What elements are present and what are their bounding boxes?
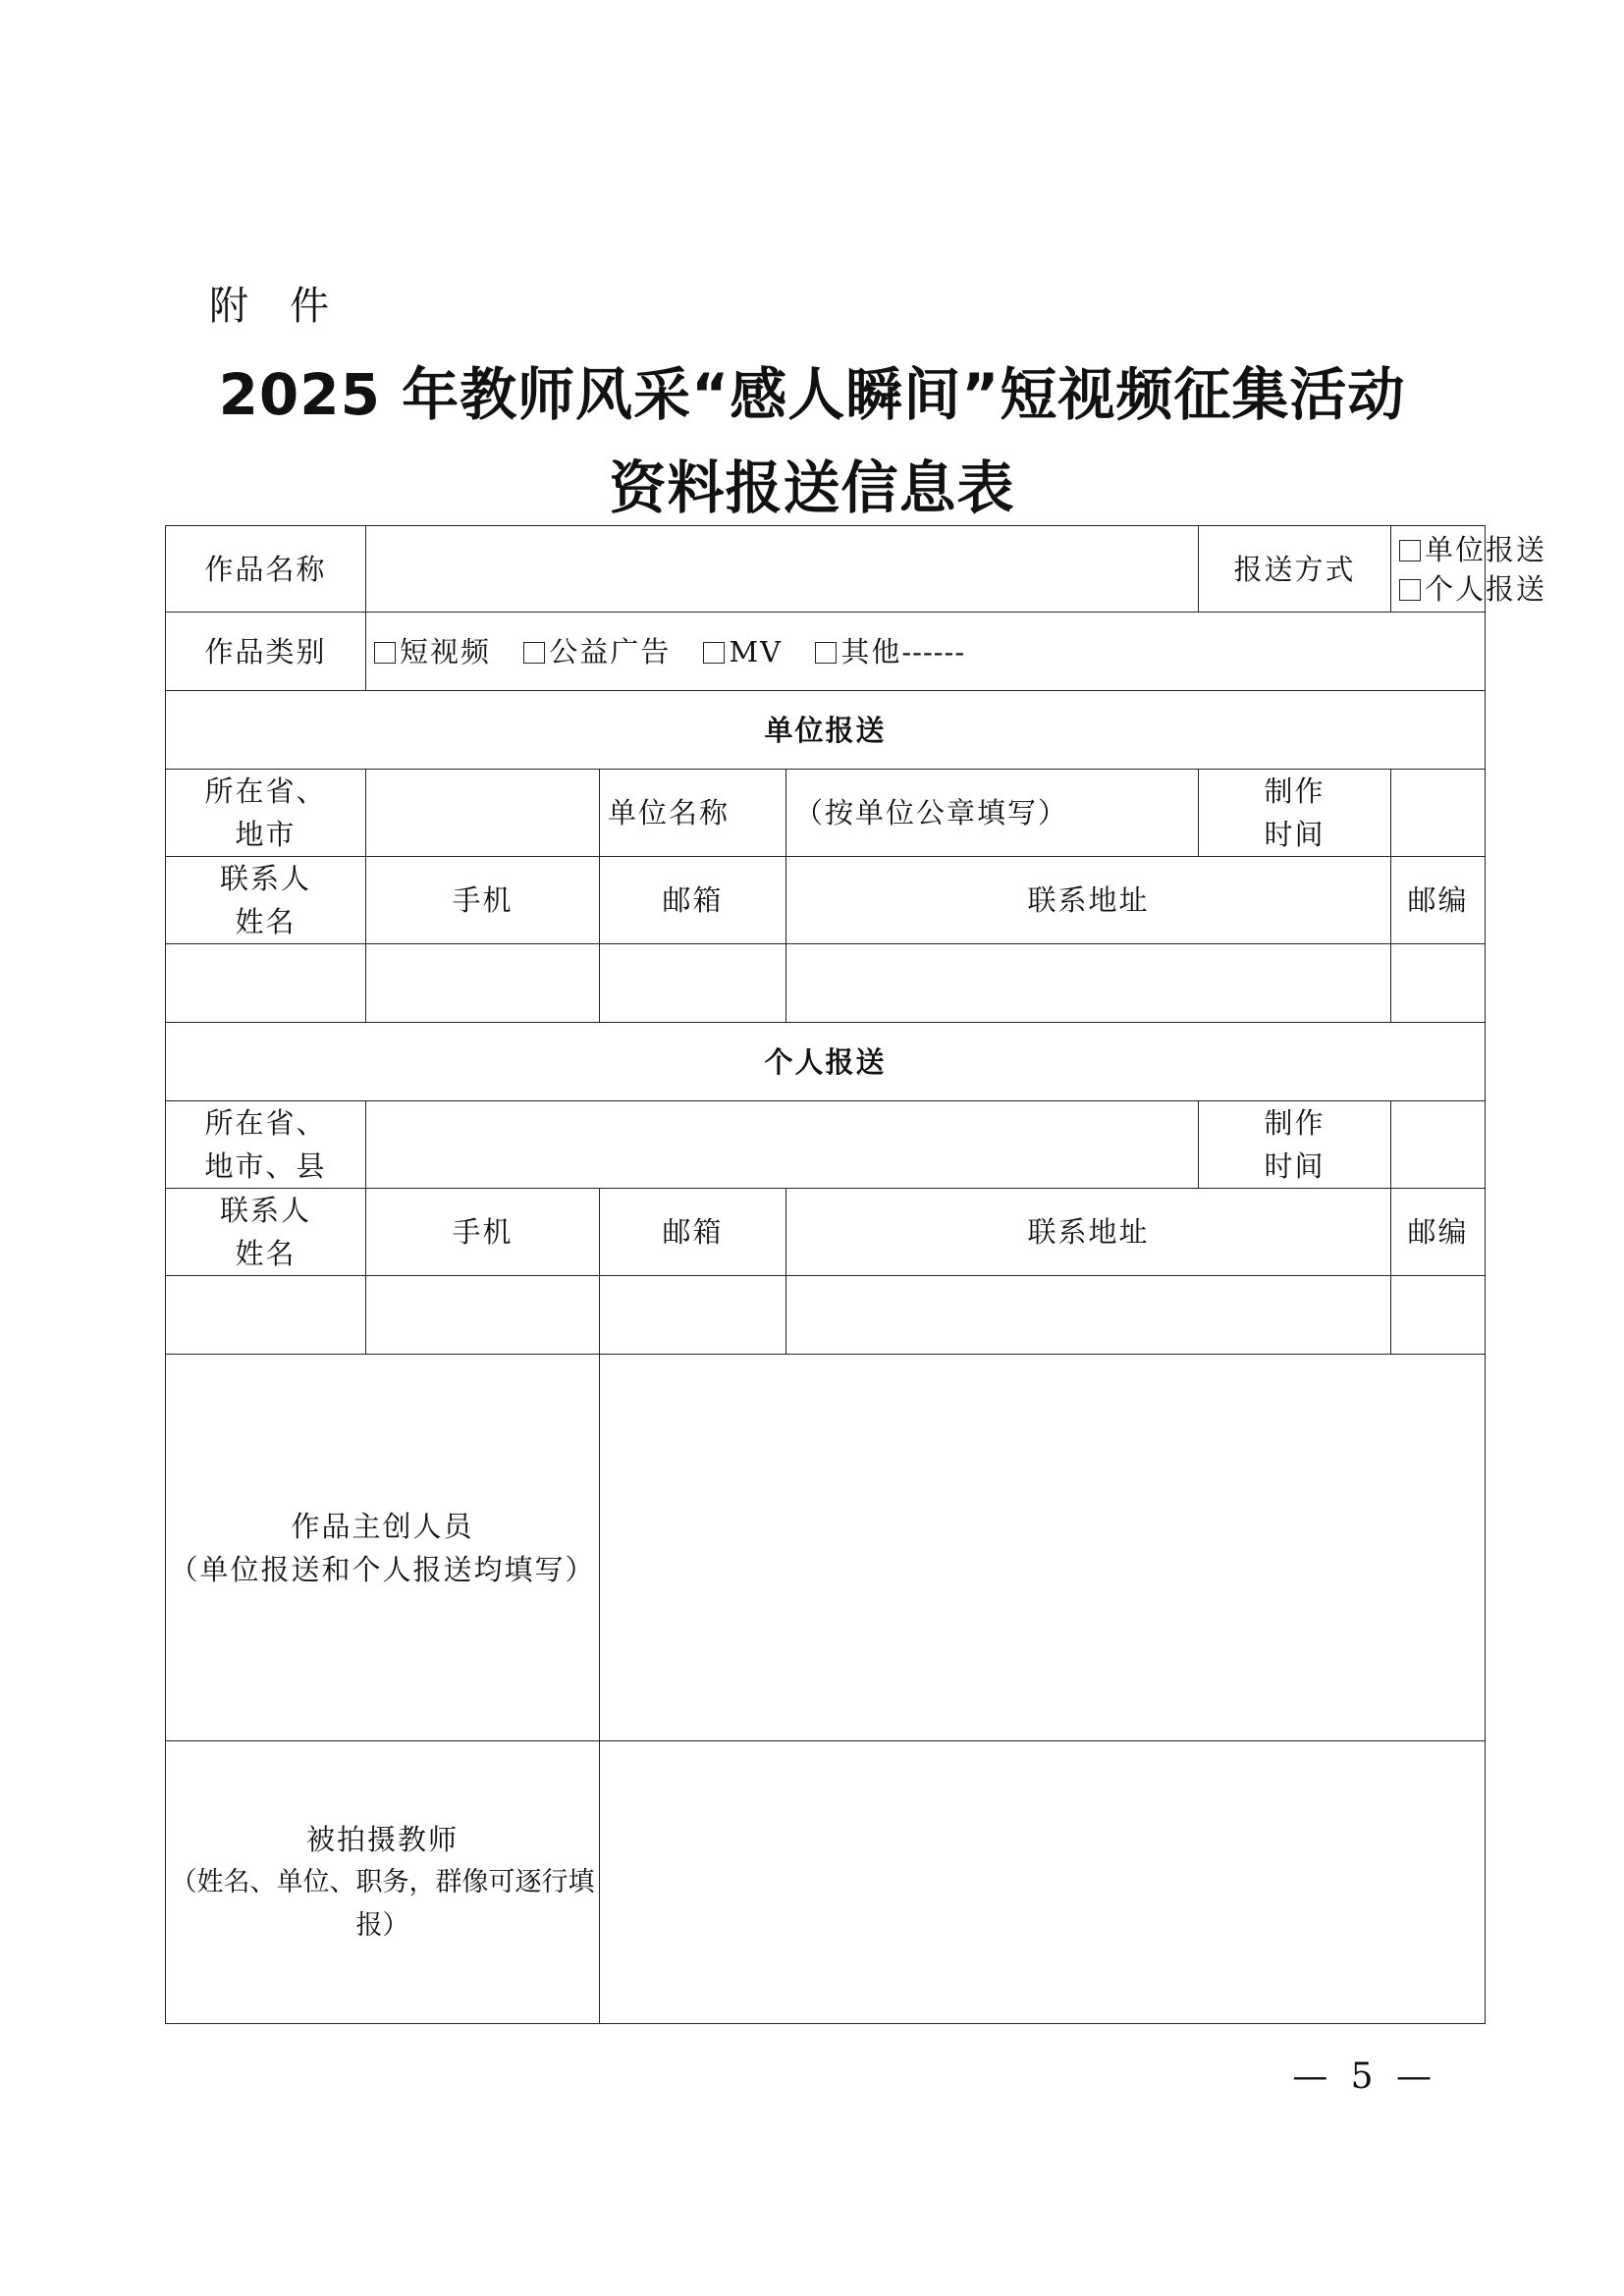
unit-province-label: 所在省、 地市: [166, 770, 366, 857]
unit-postcode-label: 邮编: [1391, 857, 1486, 944]
submit-option-0[interactable]: 单位报送: [1399, 530, 1485, 569]
category-label: 作品类别: [166, 613, 366, 691]
personal-time-label: 制作 时间: [1199, 1101, 1391, 1189]
personal-address-field[interactable]: [786, 1276, 1391, 1355]
unit-address-field[interactable]: [786, 944, 1391, 1023]
unit-time-field[interactable]: [1391, 770, 1486, 857]
category-options: [366, 613, 1486, 691]
unit-time-label: 制作 时间: [1199, 770, 1391, 857]
unit-name-field[interactable]: [786, 770, 1199, 857]
unit-contact-field[interactable]: [166, 944, 366, 1023]
personal-address-label: 联系地址: [786, 1189, 1391, 1276]
work-name-label: 作品名称: [166, 526, 366, 613]
personal-postcode-label: 邮编: [1391, 1189, 1486, 1276]
submit-method-options: [1391, 526, 1547, 613]
checkbox-icon[interactable]: [703, 642, 725, 664]
unit-address-label: 联系地址: [786, 857, 1391, 944]
unit-section-heading: 单位报送: [166, 691, 1486, 770]
checkbox-icon[interactable]: [1399, 579, 1421, 601]
unit-phone-label: 手机: [366, 857, 600, 944]
personal-phone-label: 手机: [366, 1189, 600, 1276]
submit-method-label: 报送方式: [1199, 526, 1391, 613]
category-option-ad[interactable]: 公益广告: [523, 635, 671, 668]
personal-email-field[interactable]: [600, 1276, 786, 1355]
personal-postcode-field[interactable]: [1391, 1276, 1486, 1355]
unit-phone-field[interactable]: [366, 944, 600, 1023]
teacher-label: 被拍摄教师 （姓名、单位、职务，群像可逐行填报）: [166, 1741, 600, 2024]
category-option-mv[interactable]: MV: [703, 635, 783, 668]
personal-province-label: 所在省、 地市、县: [166, 1101, 366, 1189]
unit-province-field[interactable]: [366, 770, 600, 857]
document-title-line-2: 资料报送信息表: [609, 454, 1015, 521]
teacher-field[interactable]: [600, 1741, 1486, 2024]
unit-name-hint: （按单位公章填写）: [794, 796, 1069, 829]
personal-phone-field[interactable]: [366, 1276, 600, 1355]
unit-contact-label: 联系人 姓名: [166, 857, 366, 944]
personal-time-field[interactable]: [1391, 1101, 1486, 1189]
checkbox-icon[interactable]: [523, 642, 545, 664]
checkbox-icon[interactable]: [1399, 540, 1421, 561]
work-name-field[interactable]: [366, 526, 1199, 613]
document-title-line-1: 2025 年教师风采“感人瞬间”短视频征集活动: [218, 361, 1406, 428]
category-option-other[interactable]: 其他------: [815, 635, 965, 668]
personal-email-label: 邮箱: [600, 1189, 786, 1276]
unit-name-label: 单位名称: [600, 770, 786, 857]
attachment-label: 附 件: [209, 284, 331, 329]
creators-field[interactable]: [600, 1355, 1486, 1741]
category-option-short-video[interactable]: 短视频: [374, 635, 491, 668]
creators-label: 作品主创人员 （单位报送和个人报送均填写）: [166, 1355, 600, 1741]
checkbox-icon[interactable]: [374, 642, 396, 664]
checkbox-icon[interactable]: [815, 642, 837, 664]
unit-email-label: 邮箱: [600, 857, 786, 944]
unit-postcode-field[interactable]: [1391, 944, 1486, 1023]
submit-option-1[interactable]: 个人报送: [1399, 569, 1485, 609]
personal-contact-label: 联系人 姓名: [166, 1189, 366, 1276]
personal-section-heading: 个人报送: [166, 1023, 1486, 1101]
submission-form-table: [165, 525, 1547, 2024]
personal-province-field[interactable]: [366, 1101, 1199, 1189]
personal-contact-field[interactable]: [166, 1276, 366, 1355]
page-number: — 5 —: [1292, 2056, 1437, 2097]
unit-email-field[interactable]: [600, 944, 786, 1023]
other-blank: ------: [901, 634, 966, 668]
